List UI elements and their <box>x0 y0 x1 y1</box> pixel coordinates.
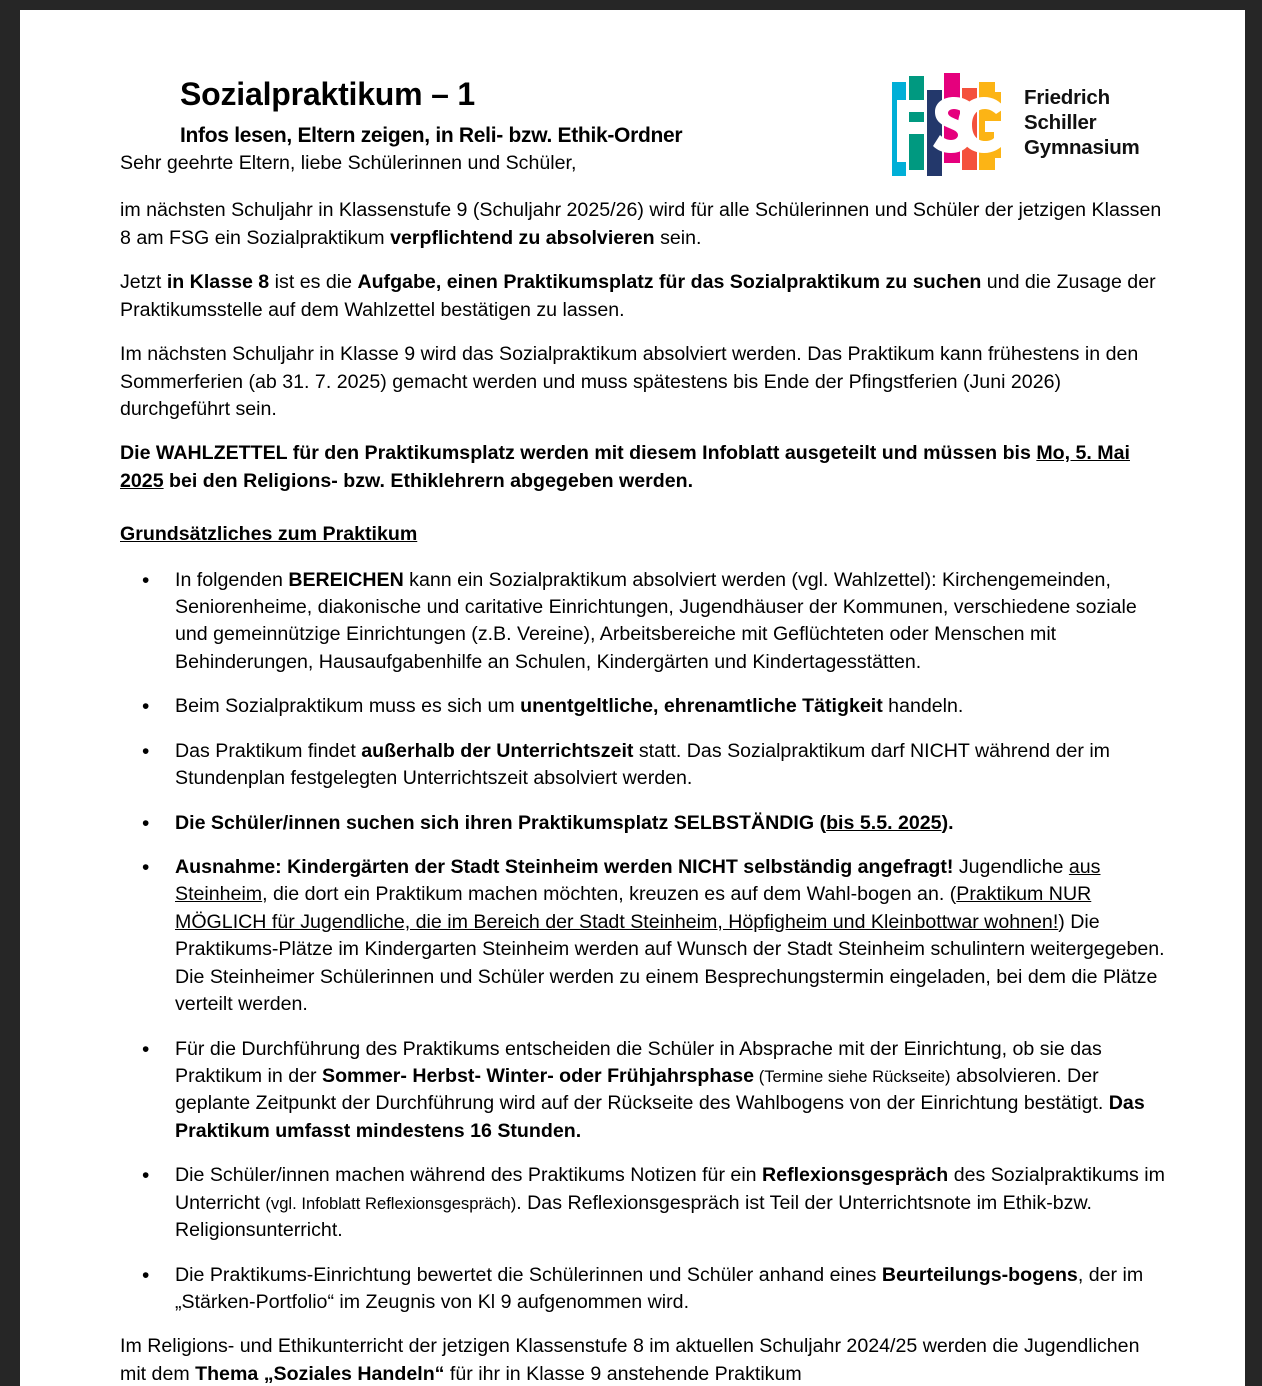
paragraph-1-part-a: im nächsten Schuljahr in Klassenstufe 9 (Schuljahr 2025/26) wird für alle Schülerinnen und Schüler der jetzigen Klassen 8 am FSG ein Sozialpraktikum <box>120 199 1162 249</box>
bullet-5-heading: Ausnahme: Kindergärten der Stadt Steinheim werden NICHT selbständig angefragt! <box>175 856 954 879</box>
list-item <box>120 738 1167 793</box>
paragraph-4 <box>120 440 1167 495</box>
list-item <box>120 1036 1167 1146</box>
bullet-6-emphasis-1: Sommer- Herbst- Winter- oder Frühjahrsphase <box>322 1064 755 1087</box>
school-logo <box>892 68 1140 176</box>
bullet-2-part-c: handeln. <box>882 695 964 718</box>
bullet-8-emphasis: Beurteilungs-bogens <box>881 1263 1078 1286</box>
bullet-5-underline-2: Praktikum NUR MÖGLICH für Jugendliche, die im Bereich der Stadt Steinheim, Höpfigheim und Kleinbottwar wohnen! <box>175 883 1092 933</box>
title-block <box>180 78 682 147</box>
bullet-6-part-d: absolvieren. Der geplante Zeitpunkt der Durchführung wird auf der Rückseite des Wahlbogens von der Einrichtung bestätigt. <box>175 1064 1109 1115</box>
paragraph-4-part-a: Die WAHLZETTEL für den Praktikumsplatz werden mit diesem Infoblatt ausgeteilt und müssen bis <box>120 442 1037 465</box>
school-name-line-3: Gymnasium <box>1024 135 1140 159</box>
bullet-3-part-c: statt. Das Sozialpraktikum darf NICHT während der im Stundenplan festgelegten Unterrichtszeit absolviert werden. <box>175 739 1111 790</box>
bullet-5-part-f: ) Die Praktikums-Plätze im Kindergarten Steinheim werden auf Wunsch der Stadt Steinheim schulintern weitergegeben. Die Steinheimer Schülerinnen und Schüler werden zu einem Besprechungstermin eingeladen, bei dem die Plätze verteilt werden. <box>175 910 1165 1016</box>
list-item <box>120 567 1167 677</box>
paragraph-1-emphasis: verpflichtend zu absolvieren <box>390 226 655 249</box>
bullet-4-part-c: ). <box>941 811 954 834</box>
document-body <box>20 150 1245 1386</box>
section-heading: Grundsätzliches zum Praktikum <box>120 523 418 546</box>
bullet-3-emphasis: außerhalb der Unterrichtszeit <box>361 739 634 762</box>
bullet-8-part-c: , der im „Stärken-Portfolio“ im Zeugnis von Kl 9 aufgenommen wird. <box>175 1263 1144 1313</box>
paragraph-1-part-c: sein. <box>654 226 702 249</box>
list-item <box>120 1262 1167 1317</box>
bullet-1-part-a: In folgenden <box>175 568 289 591</box>
bullet-7-part-c: des Sozialpraktikums im Unterricht <box>175 1164 1165 1214</box>
document-page <box>20 10 1245 1386</box>
paragraph-2-emphasis-2: Aufgabe, einen Praktikumsplatz für das Sozialpraktikum zu suchen <box>357 271 982 294</box>
bullet-5-part-d: , die dort ein Praktikum machen möchten, kreuzen es auf dem Wahl-bogen an. ( <box>262 883 957 906</box>
list-item <box>120 1162 1167 1244</box>
school-name <box>1024 85 1140 160</box>
paragraph-2-part-e: und die Zusage der Praktikumsstelle auf dem Wahlzettel bestätigen zu lassen. <box>120 271 1156 321</box>
list-item <box>120 810 1167 837</box>
bullet-1-emphasis: BEREICHEN <box>288 568 404 591</box>
bullet-6-emphasis-2: Das Praktikum umfasst mindestens 16 Stunden. <box>175 1092 1145 1142</box>
paragraph-2-part-a: Jetzt <box>120 271 167 294</box>
school-name-line-1: Friedrich <box>1024 85 1110 109</box>
school-name-line-2: Schiller <box>1024 110 1097 134</box>
paragraph-2 <box>120 269 1167 324</box>
paragraph-2-part-c: ist es die <box>269 271 358 294</box>
bullet-2-part-a: Beim Sozialpraktikum muss es sich um <box>175 695 521 718</box>
bullet-7-part-a: Die Schüler/innen machen während des Praktikums Notizen für ein <box>175 1164 763 1187</box>
bullet-3-part-a: Das Praktikum findet <box>175 739 362 762</box>
bullet-7-note: (vgl. Infoblatt Reflexionsgespräch) <box>265 1193 517 1213</box>
document-header <box>20 10 1245 159</box>
bullet-1-part-c: kann ein Sozialpraktikum absolviert werden (vgl. Wahlzettel): Kirchengemeinden, Seniorenheime, diakonische und caritative Einrichtungen, Jugendhäuser der Kommunen, verschiedene soziale und gemeinnützige Einrichtungen (z.B. Vereine), Arbeitsbereiche mit Geflüchteten oder Menschen mit Behinderungen, Hausaufgabenhilfe an Schulen, Kindergärten und Kindertagesstätten. <box>175 568 1137 673</box>
list-item <box>120 854 1167 1019</box>
deadline-date: Mo, 5. Mai 2025 <box>120 442 1130 492</box>
practicum-rules-list <box>120 567 1167 1317</box>
bullet-5-underline-1: aus Steinheim <box>175 856 1101 906</box>
list-item <box>120 693 1167 720</box>
bullet-4-deadline: bis 5.5. 2025 <box>826 811 942 834</box>
bullet-8-part-a: Die Praktikums-Einrichtung bewertet die Schülerinnen und Schüler anhand eines <box>175 1263 882 1286</box>
page-subtitle: Infos lesen, Eltern zeigen, in Reli- bzw. Ethik-Ordner <box>180 123 683 147</box>
closing-paragraph <box>120 1333 1167 1386</box>
bullet-4-part-a: Die Schüler/innen suchen sich ihren Praktikumsplatz SELBSTÄNDIG ( <box>175 811 827 834</box>
paragraph-3: Im nächsten Schuljahr in Klasse 9 wird das Sozialpraktikum absolviert werden. Das Praktikum kann frühestens in den Sommerferien (ab 31. 7. 2025) gemacht werden und muss spätestens bis Ende der Pfingstferien (Juni 2026) durchgeführt sein. <box>120 343 1139 420</box>
closing-part-a: Im Religions- und Ethikunterricht der jetzigen Klassenstufe 8 im aktuellen Schuljahr 2024/25 werden die Jugendlichen mit dem <box>120 1335 1140 1385</box>
paragraph-1 <box>120 197 1167 252</box>
bullet-6-note: (Termine siehe Rückseite) <box>754 1066 951 1086</box>
greeting-paragraph: Sehr geehrte Eltern, liebe Schülerinnen und Schüler, <box>120 152 577 174</box>
closing-emphasis: Thema „Soziales Handeln“ <box>195 1362 445 1385</box>
bullet-6-part-a: Für die Durchführung des Praktikums entscheiden die Schüler in Absprache mit der Einrichtung, ob sie das Praktikum in der <box>175 1037 1102 1087</box>
closing-part-c: für ihr in Klasse 9 anstehende Praktikum <box>444 1362 802 1385</box>
page-title: Sozialpraktikum – 1 <box>180 76 475 112</box>
bullet-7-emphasis: Reflexionsgespräch <box>762 1164 949 1187</box>
bullet-2-emphasis: unentgeltliche, ehrenamtliche Tätigkeit <box>520 695 883 718</box>
paragraph-4-part-c: bei den Religions- bzw. Ethiklehrern abgegeben werden. <box>163 469 694 492</box>
bullet-7-part-e: . Das Reflexionsgespräch ist Teil der Unterrichtsnote im Ethik-bzw. Religionsunterricht. <box>175 1191 1092 1242</box>
bullet-5-part-b: Jugendliche <box>953 856 1069 879</box>
paragraph-2-emphasis-1: in Klasse 8 <box>166 271 270 294</box>
fsg-logo-mark-icon <box>892 68 1010 176</box>
